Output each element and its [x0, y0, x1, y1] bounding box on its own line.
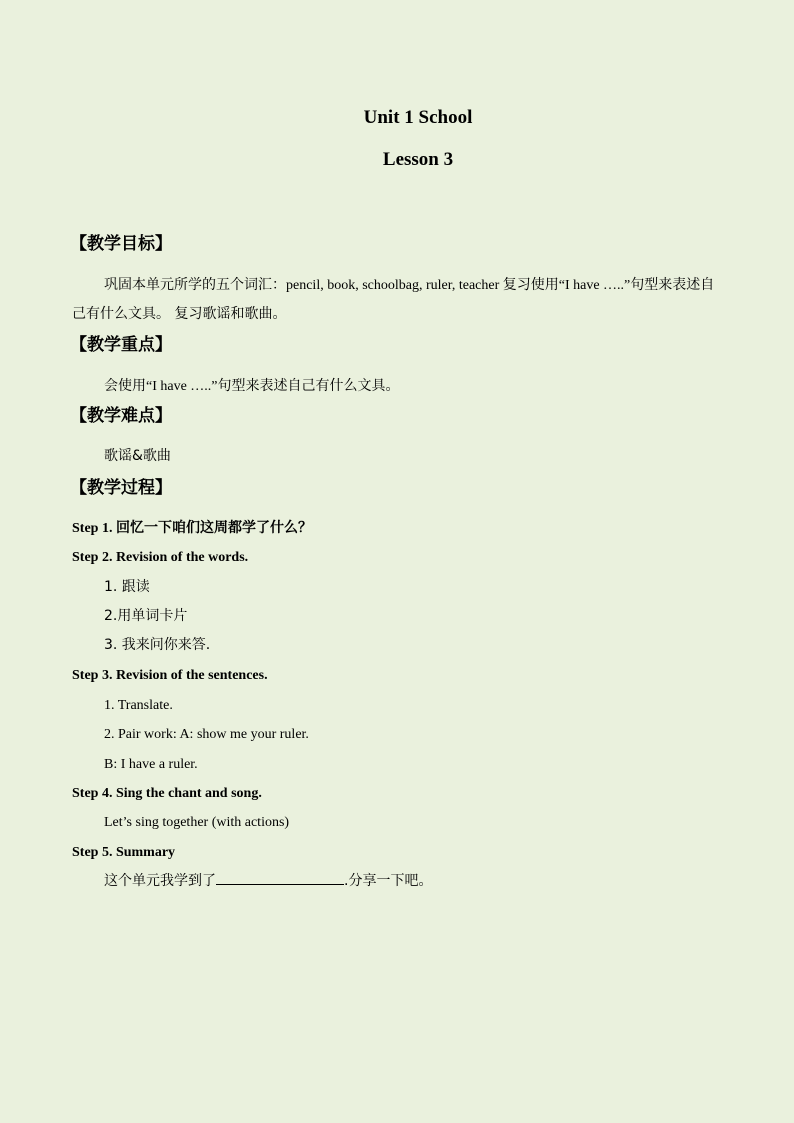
- step-5-text-after: .分享一下吧。: [344, 873, 433, 889]
- key-points-text: [104, 376, 400, 397]
- step-5-label: Step 5. Summary: [72, 845, 176, 860]
- objectives-heading: 【教学目标】: [70, 234, 172, 254]
- step-4-label: Step 4. Sing the chant and song.: [72, 786, 262, 801]
- difficulties-heading: 【教学难点】: [70, 406, 172, 426]
- key-points-pattern: “I have …..”: [146, 379, 218, 394]
- objectives-cn1: 巩固本单元所学的五个词汇：: [104, 277, 286, 293]
- step-3-label: Step 3. Revision of the sentences.: [72, 668, 268, 683]
- key-points-cn2: 句型来表述自己有什么文具。: [217, 378, 400, 394]
- step-2-item: 2.用单词卡片: [104, 608, 188, 624]
- objectives-vocab: pencil, book, schoolbag, ruler, teacher: [286, 278, 503, 293]
- objectives-cn3: 句型来表述自己有什么文具。 复习歌谣和歌曲。: [72, 277, 715, 322]
- step-3-item: B: I have a ruler.: [104, 757, 198, 772]
- key-points-cn1: 会使用: [104, 378, 146, 394]
- objectives-cn2: 复习使用: [502, 277, 559, 293]
- lesson-subtitle: Lesson 3: [382, 149, 454, 170]
- difficulties-text: 歌谣&歌曲: [104, 448, 171, 464]
- step-2-item: 1. 跟读: [104, 579, 150, 595]
- step-1-text: 回忆一下咱们这周都学了什么？: [115, 520, 312, 536]
- step-1-label: Step 1.: [72, 521, 116, 536]
- process-heading: 【教学过程】: [70, 478, 172, 498]
- step-3-item: 2. Pair work: A: show me your ruler.: [104, 727, 309, 742]
- fill-in-blank: [216, 870, 344, 885]
- step-5-text-before: 这个单元我学到了: [104, 873, 216, 889]
- step-3-item: 1. Translate.: [104, 698, 173, 713]
- objectives-text: [72, 271, 722, 328]
- step-2-item: 3. 我来问你来答.: [104, 637, 211, 653]
- step-1: [72, 518, 312, 539]
- step-2-label: Step 2. Revision of the words.: [72, 550, 249, 565]
- objectives-pattern: “I have …..”: [558, 278, 631, 293]
- step-5-text: [104, 870, 432, 891]
- page-title: Unit 1 School: [363, 107, 473, 128]
- step-4-item: Let’s sing together (with actions): [104, 815, 290, 830]
- key-points-heading: 【教学重点】: [70, 335, 172, 355]
